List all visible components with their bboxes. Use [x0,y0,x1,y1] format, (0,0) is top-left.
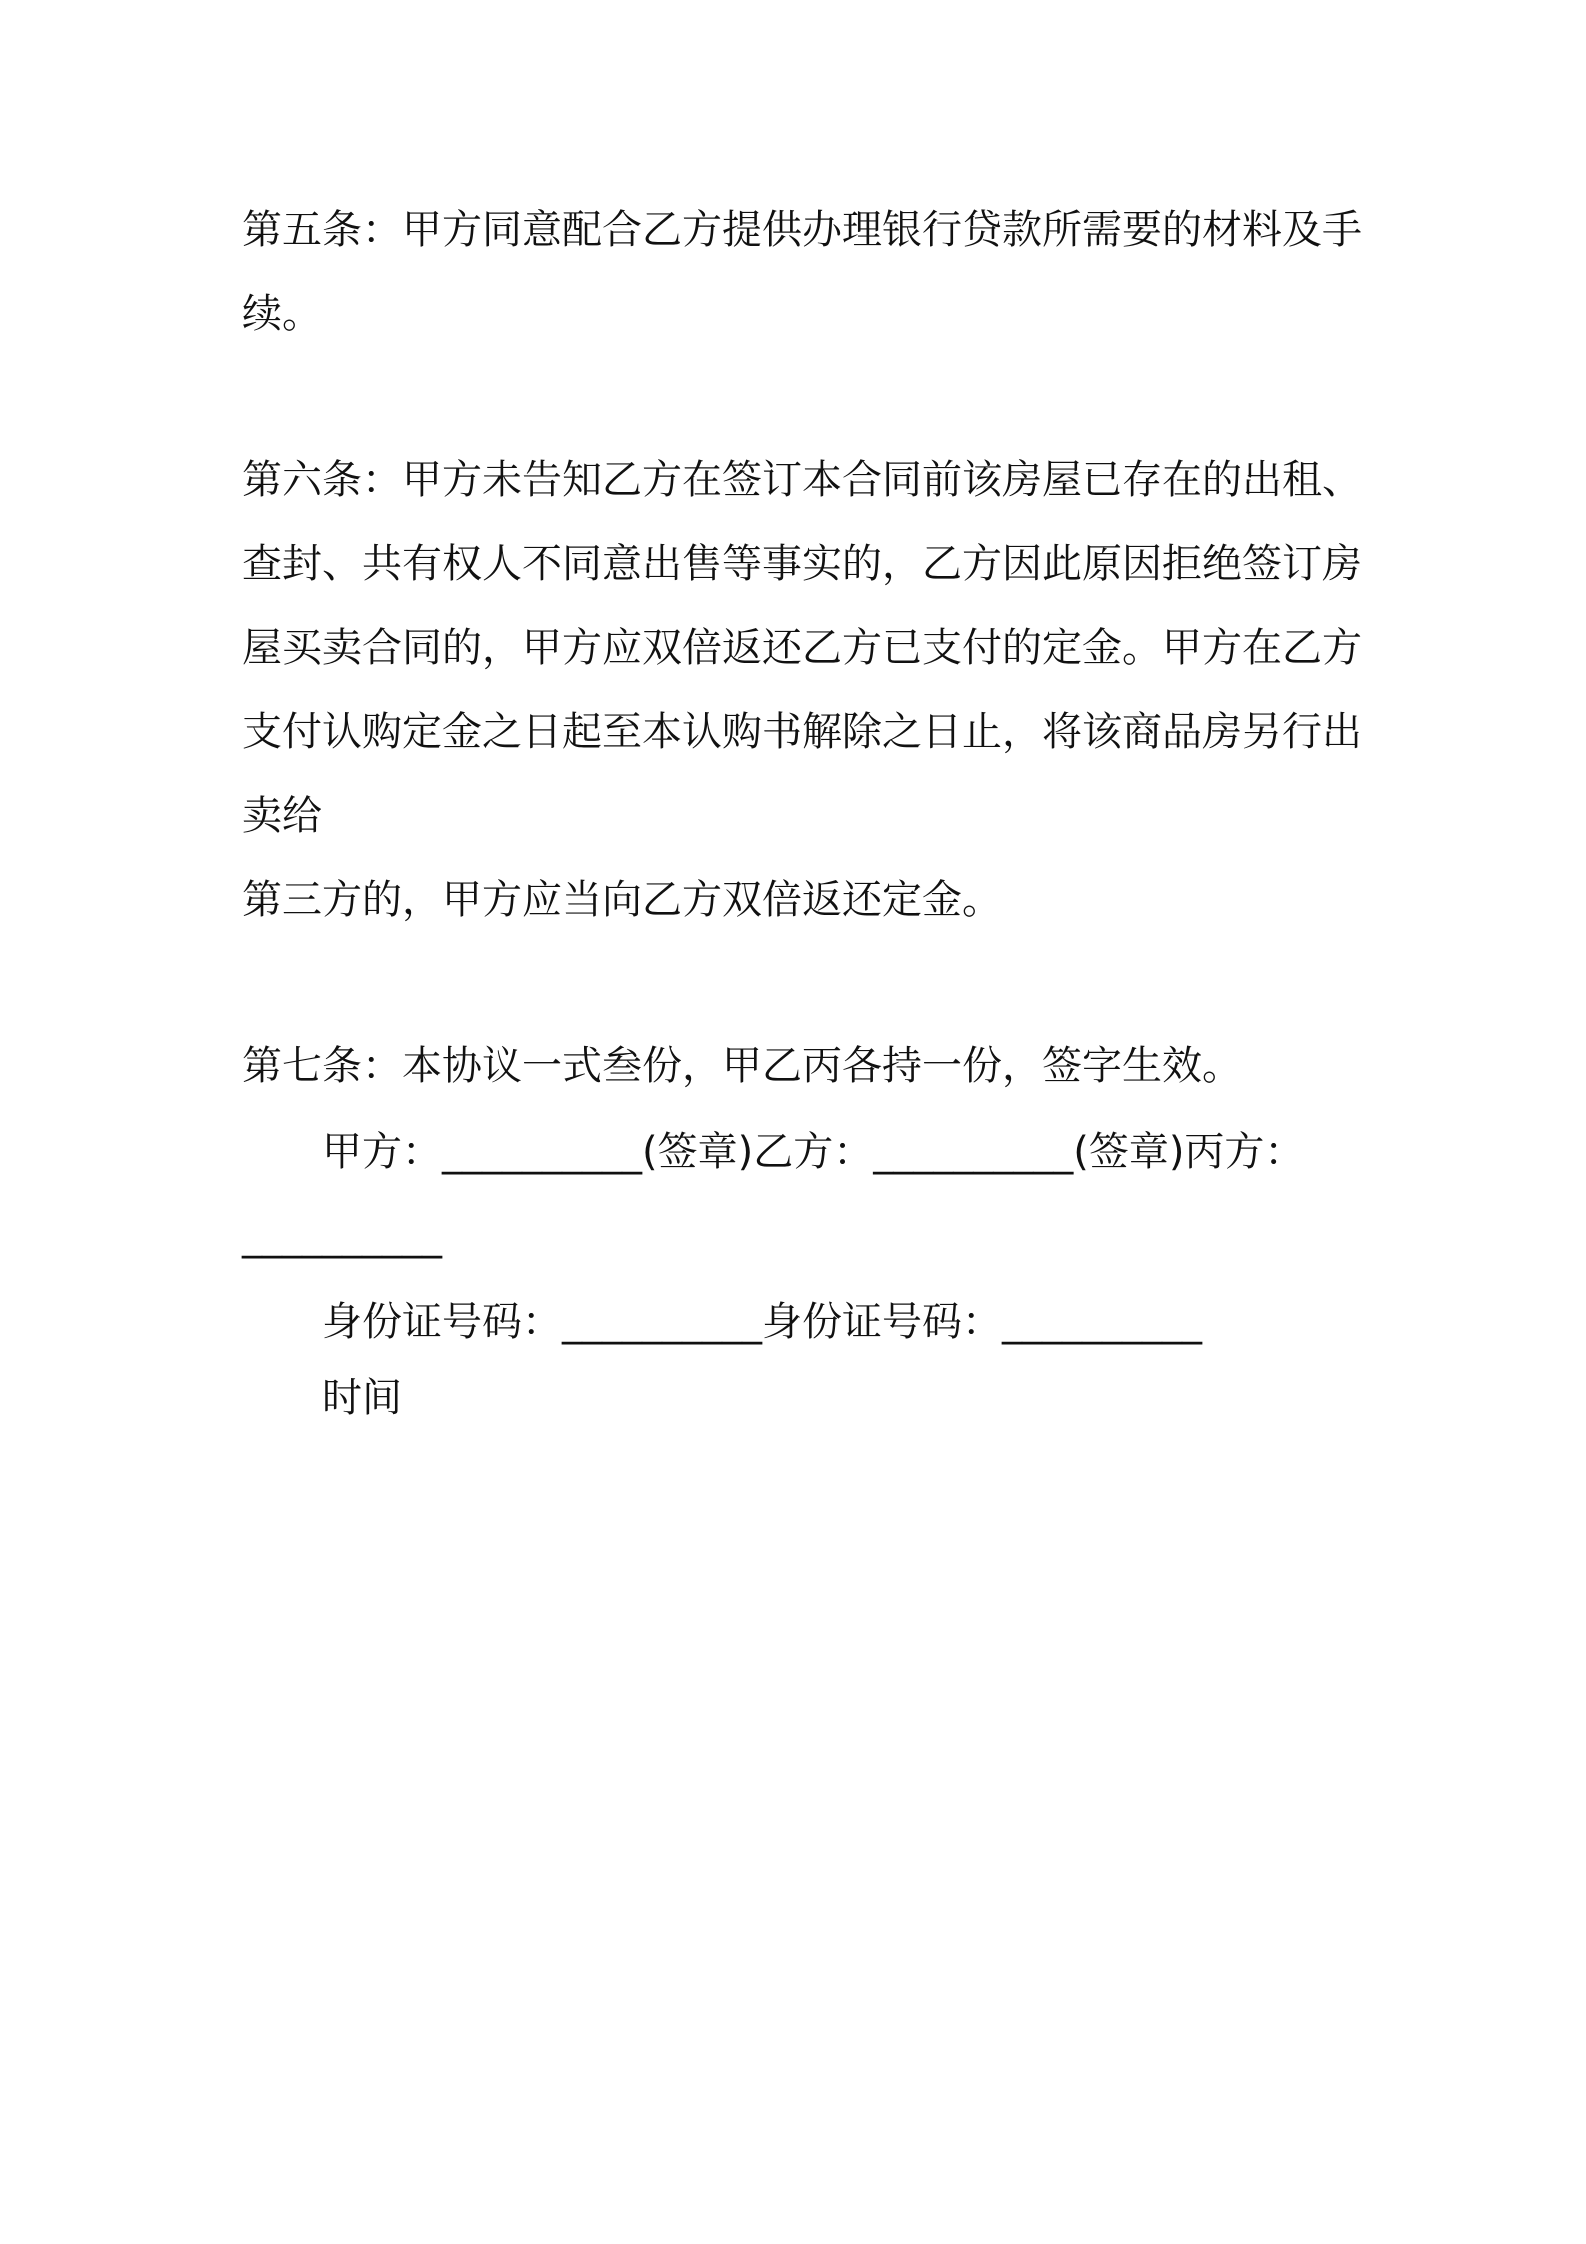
article-5-line-1: 第五条：甲方同意配合乙方提供办理银行贷款所需要的材料及手 [242,207,1362,253]
article-7-line-1: 第七条：本协议一式叁份，甲乙丙各持一份，签字生效。 [242,1043,1242,1089]
article-6-line-5: 卖给 [242,793,322,839]
id-number-line: 身份证号码：__________身份证号码：__________ [322,1299,1202,1345]
article-6-line-2: 查封、共有权人不同意出售等事实的，乙方因此原因拒绝签订房 [242,541,1362,587]
article-6-line-4: 支付认购定金之日起至本认购书解除之日止，将该商品房另行出 [242,709,1362,755]
article-6-line-3: 屋买卖合同的，甲方应双倍返还乙方已支付的定金。甲方在乙方 [242,625,1362,671]
article-6-line-1: 第六条：甲方未告知乙方在签订本合同前该房屋已存在的出租、 [242,457,1362,503]
article-6-line-6: 第三方的，甲方应当向乙方双倍返还定金。 [242,877,1002,923]
time-label: 时间 [322,1375,402,1421]
party-c-signature-blank: __________ [242,1213,442,1259]
article-5-line-2: 续。 [242,291,322,337]
signature-parties-line: 甲方：__________(签章)乙方：__________(签章)丙方： [322,1129,1305,1175]
